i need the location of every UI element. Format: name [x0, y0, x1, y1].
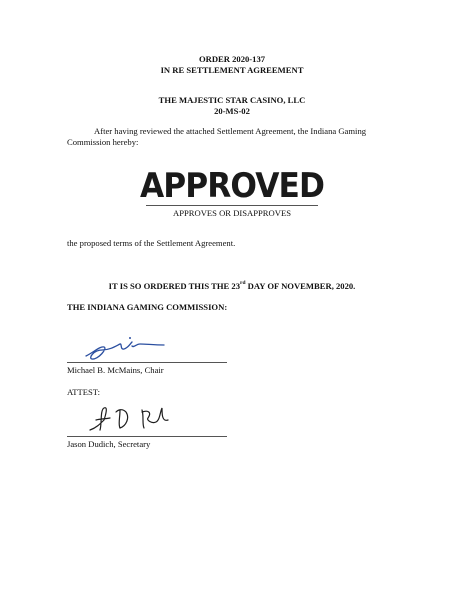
ordered-statement: IT IS SO ORDERED THIS THE 23rd DAY OF NOVEMBER, 2020.: [108, 280, 356, 291]
chair-name: Michael B. McMains, Chair: [67, 365, 164, 375]
intro-line-1: After having reviewed the attached Settlement Agreement, the Indiana Gaming: [94, 126, 367, 136]
attest-label: ATTEST:: [67, 387, 100, 397]
decision-line: [146, 205, 318, 206]
case-party: THE MAJESTIC STAR CASINO, LLC: [158, 95, 306, 105]
order-number: ORDER 2020-137: [198, 54, 266, 64]
decision-caption: APPROVES OR DISAPPROVES: [173, 208, 291, 218]
order-subject: IN RE SETTLEMENT AGREEMENT: [160, 65, 304, 75]
secretary-name: Jason Dudich, Secretary: [67, 439, 151, 449]
secretary-signature: [86, 400, 182, 436]
intro-line-2: Commission hereby:: [67, 137, 139, 147]
secretary-signature-line: [67, 436, 227, 437]
approved-stamp: APPROVED: [139, 166, 325, 206]
chair-signature: [80, 332, 180, 364]
terms-text: the proposed terms of the Settlement Agreement.: [67, 238, 236, 248]
case-docket: 20-MS-02: [214, 106, 250, 116]
chair-signature-line: [67, 362, 227, 363]
commission-heading: THE INDIANA GAMING COMMISSION:: [67, 302, 228, 312]
